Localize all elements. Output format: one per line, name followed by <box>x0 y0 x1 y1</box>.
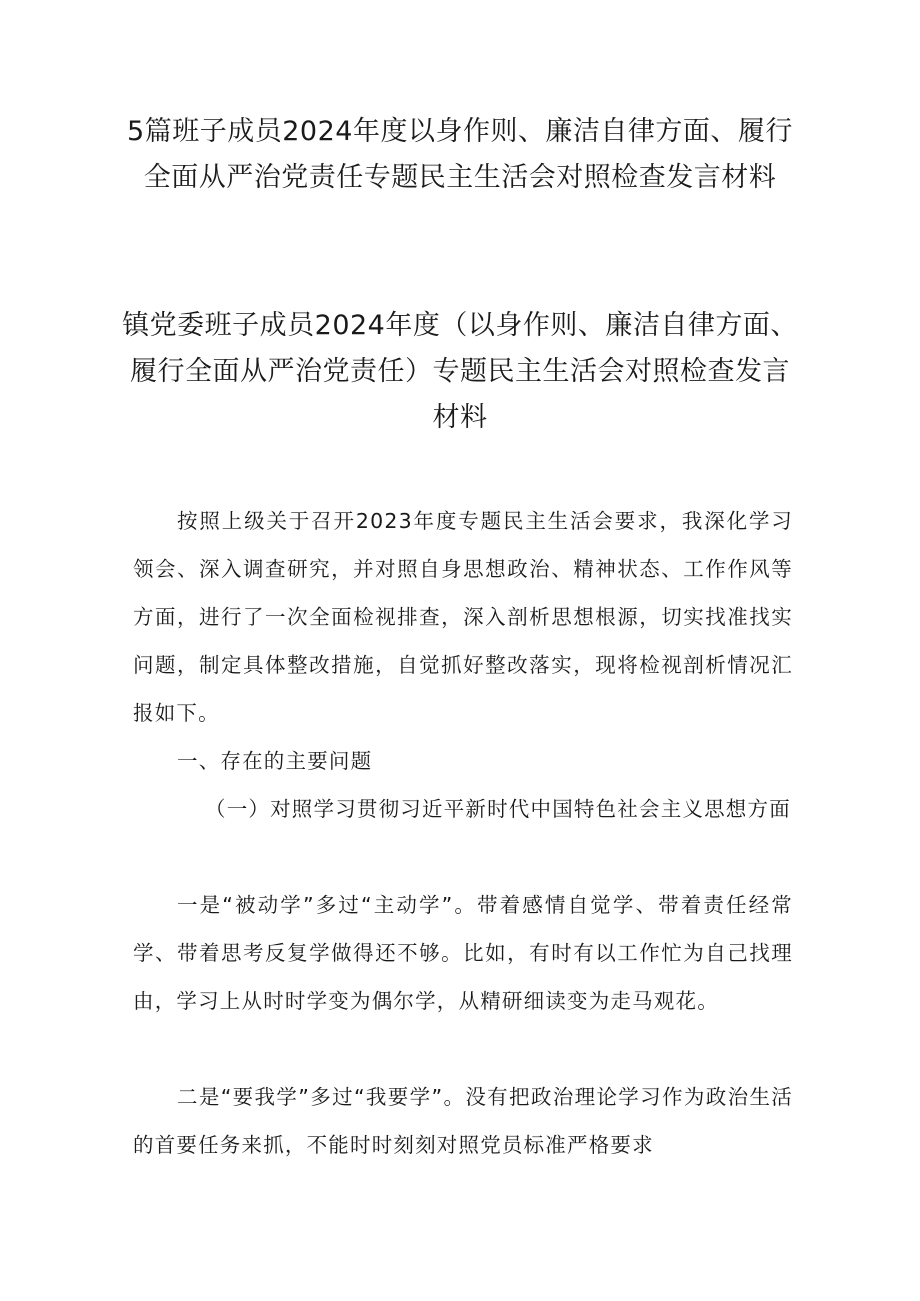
document-subtitle: 镇党委班子成员2024年度（以身作则、廉洁自律方面、履行全面从严治党责任）专题民主生活会对照检查发言材料 <box>122 310 798 433</box>
body-paragraph-1: 一是“被动学”多过“主动学”。带着感情自觉学、带着责任经常学、带着思考反复学做得还不够。比如，有时有以工作忙为自己找理由，学习上从时时学变为偶尔学，从精研细读变为走马观花。 <box>133 893 793 1013</box>
document-title: 5篇班子成员2024年度以身作则、廉洁自律方面、履行全面从严治党责任专题民主生活会对照检查发言材料 <box>127 116 793 193</box>
body-paragraph-2: 二是“要我学”多过“我要学”。没有把政治理论学习作为政治生活的首要任务来抓，不能时时刻刻对照党员标准严格要求 <box>133 1085 793 1157</box>
intro-paragraph: 按照上级关于召开2023年度专题民主生活会要求，我深化学习领会、深入调查研究，并对照自身思想政治、精神状态、工作作风等方面，进行了一次全面检视排查，深入剖析思想根源，切实找准找实问题，制定具体整改措施，自觉抓好整改落实，现将检视剖析情况汇报如下。 <box>133 509 793 725</box>
subsection-heading: （一）对照学习贯彻习近平新时代中国特色社会主义思想方面 <box>205 797 791 821</box>
section-heading: 一、存在的主要问题 <box>177 749 373 773</box>
